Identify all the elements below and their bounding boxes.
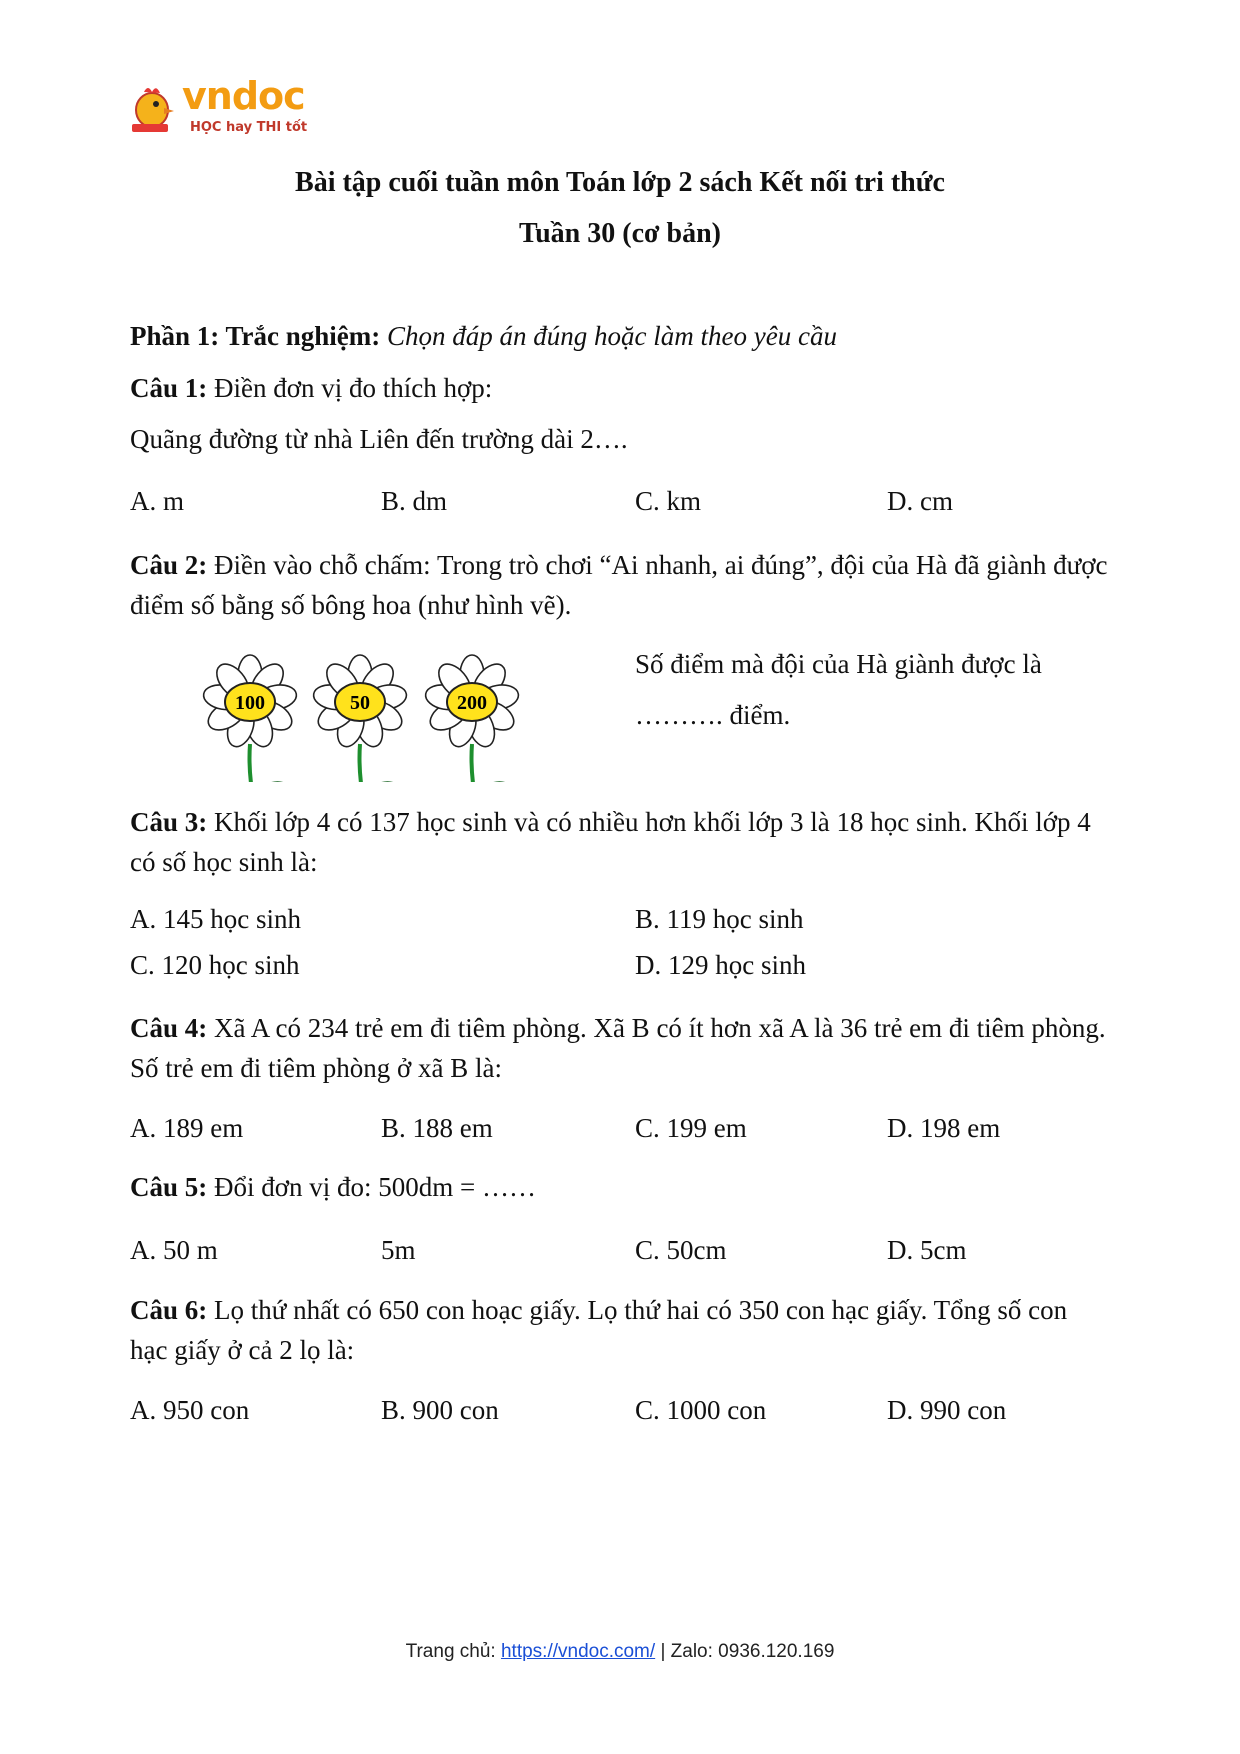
q5-label: Câu 5:: [130, 1172, 208, 1202]
flower-100: [202, 655, 299, 782]
flowers-illustration: [200, 644, 550, 782]
q1-option-d[interactable]: D. cm: [887, 486, 953, 516]
q2-answer-line1: Số điểm mà đội của Hà giành được là: [635, 649, 1042, 679]
q3-text: Khối lớp 4 có 137 học sinh và có nhiều hơn khối lớp 3 là 18 học sinh. Khối lớp 4 có số học sinh là:: [130, 807, 1091, 877]
q5-prompt: [130, 1172, 536, 1203]
flower-50-label: 50: [350, 692, 370, 714]
q4-option-b[interactable]: B. 188 em: [381, 1113, 493, 1143]
part1-heading: [130, 321, 837, 352]
flower-200-label: 200: [457, 692, 487, 714]
q6-prompt: [130, 1290, 1110, 1370]
page-title: Bài tập cuối tuần môn Toán lớp 2 sách Kết nối tri thức: [295, 167, 945, 198]
q3-option-a[interactable]: A. 145 học sinh: [130, 904, 301, 934]
part1-instruction: Chọn đáp án đúng hoặc làm theo yêu cầu: [387, 321, 837, 351]
flower-200: [424, 655, 521, 782]
q2-label: Câu 2:: [130, 550, 208, 580]
flower-50: [312, 655, 409, 782]
flowers-svg: [200, 644, 550, 782]
q6-text: Lọ thứ nhất có 650 con hoạc giấy. Lọ thứ hai có 350 con hạc giấy. Tổng số con hạc giấy ở cả 2 lọ là:: [130, 1295, 1068, 1365]
logo-tagline: HỌC hay THI tốt: [190, 120, 308, 135]
q5-option-c[interactable]: C. 50cm: [635, 1235, 727, 1265]
q4-option-c[interactable]: C. 199 em: [635, 1113, 747, 1143]
q1-prompt: [130, 373, 492, 404]
q6-option-c[interactable]: C. 1000 con: [635, 1395, 767, 1425]
q1-label: Câu 1:: [130, 373, 208, 403]
q1-option-b[interactable]: B. dm: [381, 486, 448, 516]
q5-option-b[interactable]: 5m: [381, 1235, 416, 1265]
q4-label: Câu 4:: [130, 1013, 208, 1043]
q6-option-d[interactable]: D. 990 con: [887, 1395, 1007, 1425]
footer-zalo: | Zalo: 0936.120.169: [655, 1641, 835, 1662]
page-subtitle: Tuần 30 (cơ bản): [519, 218, 721, 249]
q6-option-a[interactable]: A. 950 con: [130, 1395, 250, 1425]
q5-text: Đổi đơn vị đo: 500dm = ……: [214, 1172, 537, 1202]
q1-line2: Quãng đường từ nhà Liên đến trường dài 2….: [130, 424, 628, 454]
q4-prompt: [130, 1008, 1110, 1088]
page-footer: [0, 1641, 1240, 1663]
q1-option-c[interactable]: C. km: [635, 486, 702, 516]
q4-text: Xã A có 234 trẻ em đi tiêm phòng. Xã B có ít hơn xã A là 36 trẻ em đi tiêm phòng. Số trẻ em đi tiêm phòng ở xã B là:: [130, 1013, 1106, 1083]
q3-option-d[interactable]: D. 129 học sinh: [635, 950, 806, 980]
q2-text: Điền vào chỗ chấm: Trong trò chơi “Ai nhanh, ai đúng”, đội của Hà đã giành được điểm số bằng số bông hoa (như hình vẽ).: [130, 550, 1108, 620]
q4-option-d[interactable]: D. 198 em: [887, 1113, 1001, 1143]
q3-prompt: [130, 802, 1110, 882]
part1-label: Phần 1: Trắc nghiệm:: [130, 321, 381, 351]
flower-100-label: 100: [235, 692, 265, 714]
q4-option-a[interactable]: A. 189 em: [130, 1113, 244, 1143]
q3-label: Câu 3:: [130, 807, 208, 837]
q6-label: Câu 6:: [130, 1295, 208, 1325]
q2-prompt: [130, 545, 1110, 625]
q1-option-a[interactable]: A. m: [130, 486, 184, 516]
q2-answer-blank[interactable]: ………. điểm.: [635, 700, 791, 730]
q5-option-d[interactable]: D. 5cm: [887, 1235, 967, 1265]
q3-option-c[interactable]: C. 120 học sinh: [130, 950, 300, 980]
q1-text: Điền đơn vị đo thích hợp:: [214, 373, 493, 403]
q3-option-b[interactable]: B. 119 học sinh: [635, 904, 804, 934]
footer-homepage-link[interactable]: https://vndoc.com/: [500, 1641, 656, 1662]
logo-brand: vndoc: [182, 74, 305, 118]
q5-option-a[interactable]: A. 50 m: [130, 1235, 218, 1265]
q6-option-b[interactable]: B. 900 con: [381, 1395, 499, 1425]
vndoc-logo: [130, 74, 310, 142]
footer-prefix: Trang chủ:: [405, 1641, 501, 1662]
